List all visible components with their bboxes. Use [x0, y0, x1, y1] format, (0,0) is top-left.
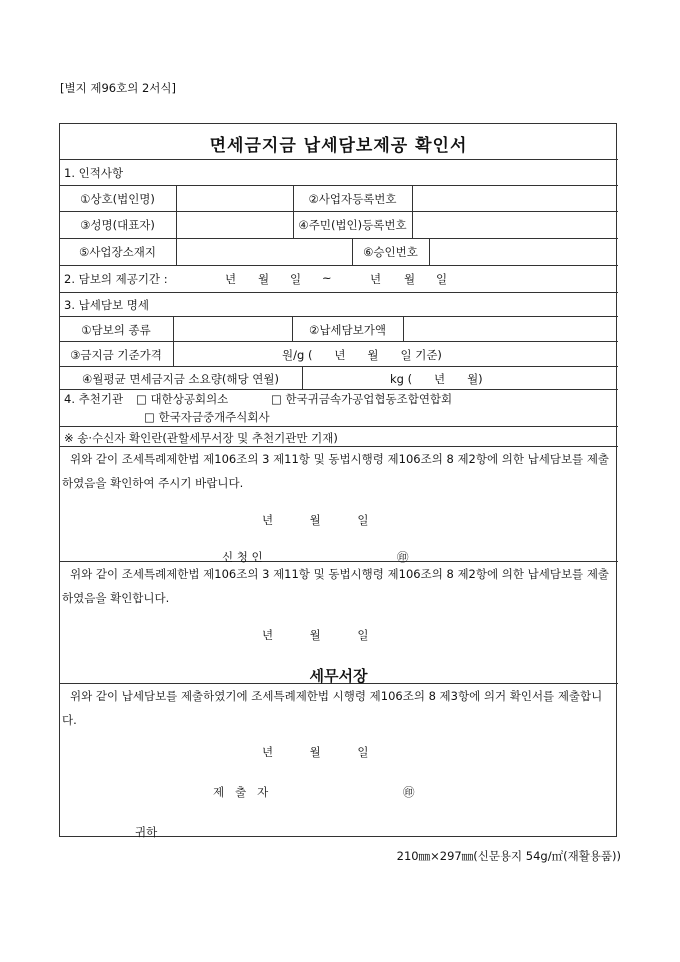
submission-paragraph: 위와 같이 납세담보를 제출하였기에 조세특례제한법 시행령 제106조의 8 제3항에 의거 확인서를 제출합니다.	[62, 689, 603, 727]
month-label: 월	[258, 272, 270, 286]
confirmation-date: 년 월 일	[262, 628, 369, 642]
section-1-heading: 1. 인적사항	[64, 166, 124, 180]
section-3-heading: 3. 납세담보 명세	[64, 298, 149, 312]
submission-date: 년 월 일	[262, 745, 369, 759]
label-resident-reg-no: ④주민(법인)등록번호	[298, 218, 407, 232]
label-collateral-amount: ②납세담보가액	[309, 323, 386, 337]
label-business-address: ⑤사업장소재지	[79, 245, 156, 259]
label-representative: ③성명(대표자)	[80, 218, 155, 232]
request-date: 년 월 일	[262, 513, 369, 527]
label-approval-no: ⑥승인번호	[363, 245, 418, 259]
range-separator: ~	[322, 271, 332, 285]
tax-office-head: 세무서장	[309, 667, 368, 685]
checkbox-money-brokerage[interactable]: □ 한국자금중개주식회사	[144, 410, 270, 424]
addressee-label: 귀하	[135, 825, 158, 839]
section-4-heading: 4. 추천기관	[64, 392, 124, 406]
paper-spec: 210㎜×297㎜(신문용지 54g/㎡(재활용품))	[396, 849, 621, 863]
label-gold-base-price: ③금지금 기준가격	[70, 348, 162, 362]
submitter-label: 제 출 자	[213, 785, 269, 799]
note: ※ 송·수신자 확인란(관할세무서장 및 추천기관만 기재)	[64, 431, 338, 445]
year-label: 년	[370, 272, 382, 286]
section-2-heading: 2. 담보의 제공기간 :	[64, 272, 168, 286]
year-label: 년	[225, 272, 237, 286]
seal-mark: ㊞	[397, 550, 409, 564]
month-label: 월	[404, 272, 416, 286]
page-title: 면세금지금 납세담보제공 확인서	[209, 136, 468, 156]
day-label: 일	[290, 272, 302, 286]
confirmation-paragraph: 위와 같이 조세특례제한법 제106조의 3 제11항 및 동법시행령 제106조의 8 제2항에 의한 납세담보를 제출하였음을 확인합니다.	[62, 567, 610, 605]
seal-mark: ㊞	[403, 785, 415, 799]
label-collateral-type: ①담보의 종류	[81, 323, 151, 337]
gold-base-price-value: 원/g ( 년 월 일 기준)	[282, 348, 442, 362]
label-company-name: ①상호(법인명)	[80, 192, 155, 206]
label-business-reg-no: ②사업자등록번호	[308, 192, 397, 206]
form-id: [별지 제96호의 2서식]	[60, 81, 176, 95]
checkbox-precious-metals-union[interactable]: □ 한국귀금속가공업협동조합연합회	[271, 392, 453, 406]
day-label: 일	[436, 272, 448, 286]
checkbox-kcci[interactable]: □ 대한상공회의소	[136, 392, 229, 406]
monthly-avg-usage-value: kg ( 년 월)	[390, 372, 483, 386]
applicant-label: 신 청 인	[222, 550, 263, 564]
label-monthly-avg-usage: ④월평균 면세금지금 소요량(해당 연월)	[82, 372, 279, 386]
request-paragraph: 위와 같이 조세특례제한법 제106조의 3 제11항 및 동법시행령 제106조의 8 제2항에 의한 납세담보를 제출하였음을 확인하여 주시기 바랍니다.	[62, 452, 610, 490]
